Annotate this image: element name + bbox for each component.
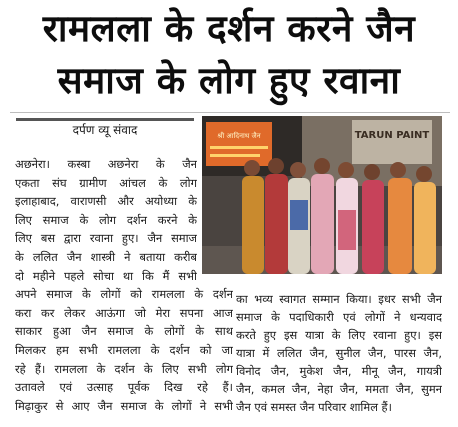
article-line: अछनेरा। कस्बा अछनेरा के जैन [15, 157, 197, 171]
article-line: साकार हुआ जैन समाज के लोगों के साथ [15, 324, 233, 339]
article-line: मिलकर हम सभी रामलला के दर्शन को जा [15, 342, 233, 357]
article-line: समाज के पदाधिकारी एवं लोगों ने धन्यवाद [236, 310, 442, 324]
article-line: एकता संघ ग्रामीण आंचल के लोग [15, 175, 197, 190]
article-line: करते हुए इस यात्रा के लिए रवाना हुए। इस [236, 328, 442, 342]
article-line: मिढ़ाकुर से आए जैन समाज के लोगों ने सभी [15, 398, 233, 413]
headline-line-2: समाज के लोग हुए रवाना [57, 59, 401, 102]
article-line: करा कर लेकर आऊंगा जो मेरा सपना आज [15, 305, 233, 320]
article-line: दो महीने पहले सोचा था कि मैं सभी [15, 268, 197, 283]
article-line: जैन एवं समस्त जैन परिवार शामिल हैं। [236, 400, 392, 414]
article-line: लिए समाज के लोग दर्शन करने के [15, 212, 197, 227]
article-line: का भव्य स्वागत सम्मान किया। इधर सभी जैन [236, 292, 442, 306]
shop-sign-text: TARUN PAINT [354, 130, 430, 141]
news-photo [202, 116, 442, 274]
headline-divider [10, 112, 450, 113]
article-line: रहे हैं। रामलला के दर्शन के लिए सभी लोग [15, 361, 233, 376]
article-line: विनोद जैन, मुकेश जैन, मीनू जैन, गायत्री [236, 364, 442, 378]
article-line: जैन, कमल जैन, नेहा जैन, ममता जैन, सुमन [236, 382, 442, 396]
shop-sign [352, 120, 432, 164]
article-line: अपने समाज के लोगों को रामलला के दर्शन [15, 287, 233, 302]
banner-text: श्री आदिनाथ जैन [217, 132, 261, 140]
article-column-right [236, 290, 442, 416]
article-column-left [15, 155, 233, 415]
banner [206, 122, 272, 166]
article-line: लिए बस द्वारा रवाना हुए। जैन समाज [15, 231, 197, 246]
byline: दर्पण व्यू संवाद [72, 123, 138, 137]
article-line: इलाहाबाद, वाराणसी और अयोध्या के [15, 194, 197, 209]
headline-line-1: रामलला के दर्शन करने जैन [42, 7, 416, 50]
article-line: के ललित जैन शास्त्री ने बताया करीब [15, 249, 197, 264]
article-line: यात्रा में ललित जैन, सुनील जैन, पारस जैन, [236, 346, 442, 360]
article-line: उतावले एवं उत्साह पूर्वक दिख रहे हैं। [15, 380, 233, 395]
